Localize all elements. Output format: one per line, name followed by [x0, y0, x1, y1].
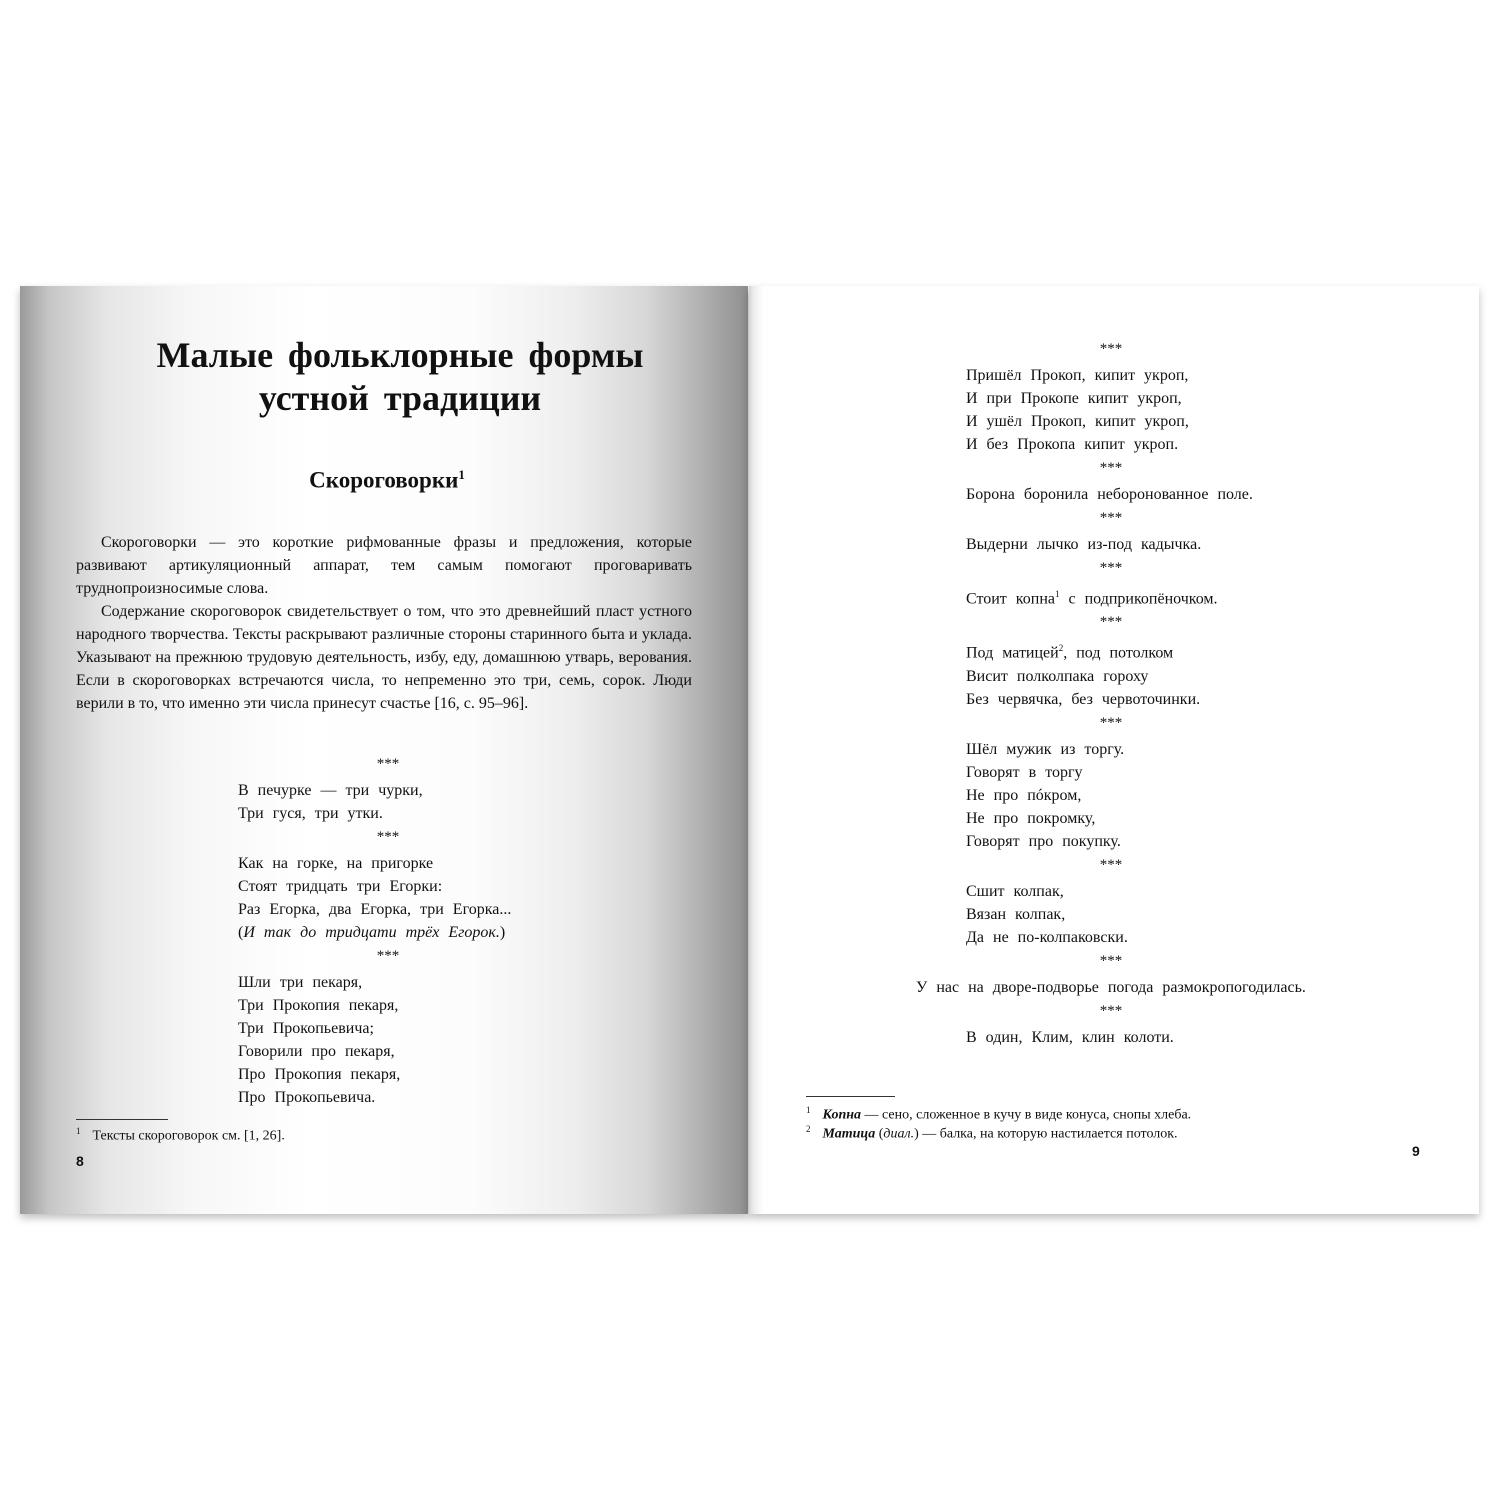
verse-line: Выдерни лычко из-под кадычка. — [966, 536, 1202, 553]
verse-line: Стоят тридцать три Егорки: — [238, 878, 443, 895]
verse-line: В печурке — три чурки, — [238, 782, 423, 799]
paragraph: Содержание скороговорок свидетельствует о том, что это древнейший пласт устного народного творчества. Тексты раскрывают различные стороны старинного быта и уклада. Указывают на прежнюю трудовую деятельность, избу, еду, домашнюю утварь, верования. Если в скороговорках встречаются числа, то непременно это три, семь, сорок. Люди верили в то, что именно эти числа принесут счастье [16, с. 95–96]. — [76, 603, 692, 712]
footnote-mark: 1 — [806, 1105, 811, 1115]
verse-note-text: И так до тридцати трёх Егорок. — [243, 924, 500, 941]
verse-text: Под матицей — [966, 644, 1059, 662]
verses-block — [916, 337, 1396, 1049]
verse-wide — [916, 976, 1356, 999]
verse-line: Пришёл Прокоп, кипит укроп, — [966, 367, 1189, 384]
verse-text: Стоит копна — [966, 590, 1055, 608]
footnote-ref: 1 — [458, 467, 465, 482]
verse-line: Сшит колпак, — [966, 882, 1064, 900]
footnote-text: — сено, сложенное в кучу в виде конуса, снопы хлеба. — [861, 1107, 1192, 1123]
verse-line: В один, Клим, клин колоти. — [966, 1028, 1174, 1046]
verse-line: Как на горке, на пригорке — [238, 855, 434, 872]
right-page — [749, 286, 1479, 1214]
title-line-1: Малые фольклорные формы — [156, 335, 644, 375]
title-line-2: устной традиции — [258, 378, 542, 418]
footnote-term: Копна — [822, 1107, 862, 1123]
separator: *** — [1099, 614, 1123, 631]
separator: *** — [1099, 1002, 1123, 1019]
footnote-ref: 1 — [1054, 589, 1060, 599]
verse-line: Шёл мужик из торгу. — [966, 740, 1125, 758]
page-number: 8 — [76, 1153, 84, 1169]
verse-text: с подприкопёночком. — [1059, 590, 1218, 608]
verse-line: Про Прокопия пекаря, — [238, 1066, 401, 1083]
separator: *** — [1099, 510, 1123, 526]
verse-line: Три Прокопьевича; — [238, 1020, 374, 1037]
verse-line: Не про покромку, — [966, 809, 1096, 827]
section-heading — [20, 467, 754, 494]
separator: *** — [1099, 341, 1123, 357]
separator: *** — [1099, 856, 1123, 873]
verse-line: Раз Егорка, два Егорка, три Егорка... — [238, 901, 512, 918]
verse-line: Три Прокопия пекаря, — [238, 997, 399, 1014]
verse-line: И при Прокопе кипит укроп, — [966, 390, 1182, 407]
paren: ( — [238, 924, 244, 941]
footnote-text: ) — балка, на которую настилается потолок. — [914, 1126, 1178, 1142]
verse-line: Без червячка, без червоточинки. — [966, 690, 1201, 708]
footnote-ref: 2 — [1058, 643, 1064, 654]
footnote-qualifier: диал. — [883, 1126, 915, 1142]
verse-line: Да не по-колпаковски. — [966, 928, 1128, 946]
separator: *** — [376, 756, 400, 772]
verse-line: Три гуся, три утки. — [238, 805, 383, 822]
paragraph: Скороговорки — это короткие рифмованные фразы и предложения, которые развивают артикуляционный аппарат, тем самым помогают проговаривать труднопроизносимые слова. — [76, 534, 692, 597]
separator: *** — [1099, 714, 1123, 731]
verses-block — [238, 752, 578, 1109]
footnote-divider — [806, 1096, 895, 1097]
intro-text — [76, 531, 692, 715]
left-page — [20, 286, 748, 1214]
verse-note — [238, 921, 578, 944]
verse-line: Говорили про пекаря, — [238, 1043, 395, 1060]
footnote — [806, 1120, 1178, 1144]
footnote-text: Тексты скороговорок см. [1, 26]. — [92, 1128, 285, 1144]
verse-line: Висит полколпака гороху — [966, 667, 1149, 685]
page-title — [20, 334, 780, 420]
separator: *** — [1099, 460, 1123, 476]
verse-line: У нас на дворе-подворье погода размокропогодилась. — [916, 978, 1306, 996]
verse-line: Вязан колпак, — [966, 905, 1066, 923]
separator: *** — [1099, 952, 1123, 969]
verse-line: Говорят про покупку. — [966, 832, 1121, 850]
footnote-divider — [76, 1119, 168, 1120]
verse-line — [966, 637, 1396, 664]
section-heading-text: Скороговорки — [309, 467, 459, 493]
separator: *** — [376, 948, 400, 964]
verse-line: И без Прокопа кипит укроп. — [966, 436, 1179, 453]
footnote — [76, 1126, 285, 1145]
paren: ) — [499, 924, 506, 941]
footnote-text: ( — [875, 1126, 884, 1142]
separator: *** — [1099, 560, 1123, 576]
footnote-term: Матица — [822, 1126, 876, 1142]
footnote-mark: 2 — [806, 1124, 811, 1134]
verse-line — [966, 583, 1396, 610]
verse-text: , под потолком — [1063, 644, 1174, 662]
verse-line: Про Прокопьевича. — [238, 1089, 376, 1106]
footnote-mark: 1 — [76, 1126, 81, 1136]
page-number: 9 — [1412, 1143, 1420, 1159]
separator: *** — [376, 829, 400, 845]
verse-line: Не про пóкром, — [966, 786, 1082, 804]
verse-line: Шли три пекаря, — [238, 974, 363, 991]
verse-line: И ушёл Прокоп, кипит укроп, — [966, 413, 1189, 430]
verse-line: Борона боронила неборонованное поле. — [966, 486, 1253, 503]
verse-line: Говорят в торгу — [966, 763, 1083, 781]
